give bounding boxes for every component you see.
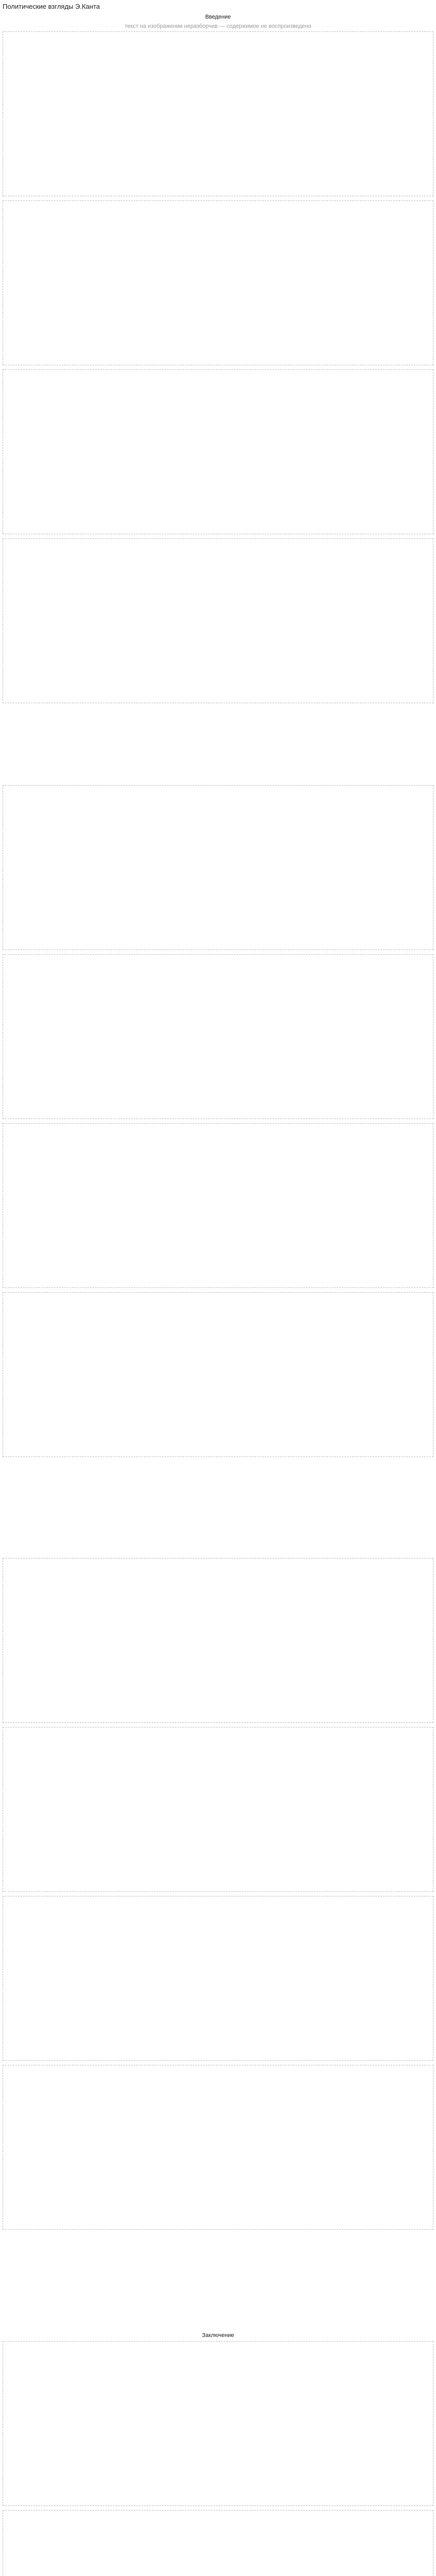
text-block-placeholder xyxy=(3,1123,433,1288)
section-introduction xyxy=(3,12,433,785)
text-block-placeholder xyxy=(3,2510,433,2576)
text-block-placeholder xyxy=(3,954,433,1119)
text-block-placeholder xyxy=(3,200,433,365)
section-body xyxy=(3,1558,433,2331)
section-conclusion xyxy=(3,2331,433,2576)
text-block-placeholder xyxy=(3,538,433,703)
text-block-placeholder xyxy=(3,2341,433,2506)
text-block-placeholder xyxy=(3,31,433,196)
document-title: Политические взгляды Э.Канта xyxy=(3,3,100,10)
section-heading-introduction: Введение xyxy=(205,13,231,20)
unreadable-notice: текст на изображении неразборчив — содержимое не воспроизведено xyxy=(125,23,311,30)
text-block-placeholder xyxy=(3,2065,433,2230)
text-block-placeholder xyxy=(3,369,433,534)
section-body xyxy=(3,785,433,1558)
text-block-placeholder xyxy=(3,785,433,950)
text-block-placeholder xyxy=(3,1558,433,1723)
text-block-placeholder xyxy=(3,1727,433,1892)
text-block-placeholder xyxy=(3,1896,433,2061)
section-heading-conclusion: Заключение xyxy=(202,2332,234,2338)
text-block-placeholder xyxy=(3,1292,433,1457)
